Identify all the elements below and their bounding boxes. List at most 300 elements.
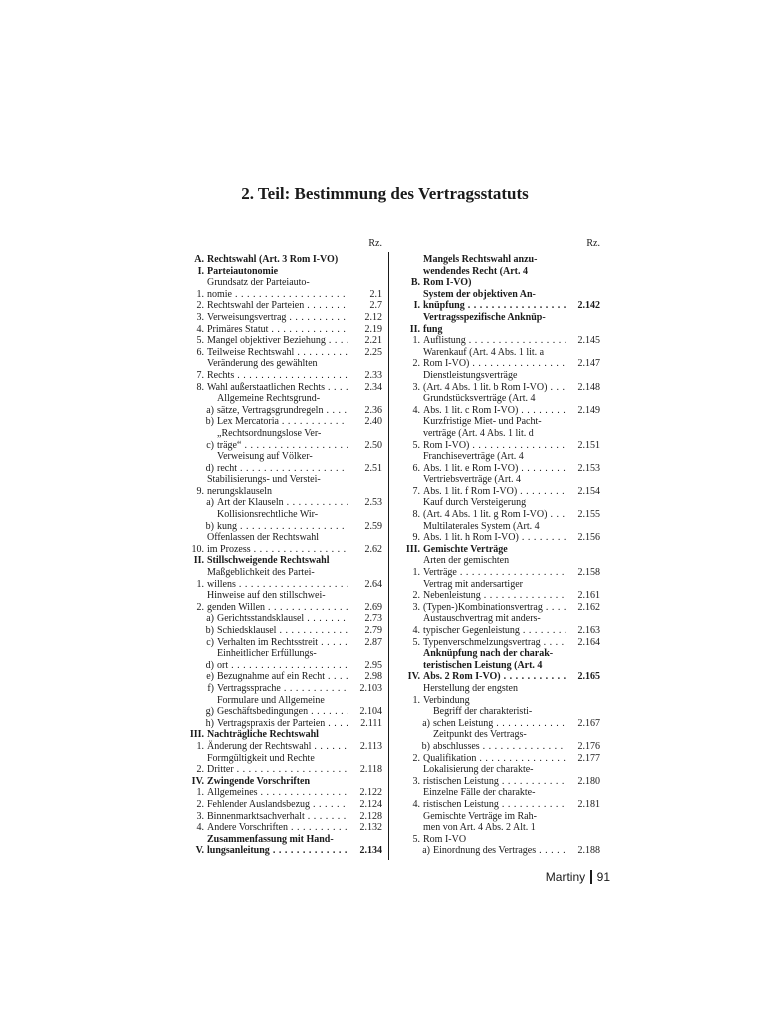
toc-entry-marker: 2. xyxy=(196,300,204,312)
toc-entry-rz: 2.118 xyxy=(359,764,382,776)
toc-entry-line-text: Geschäftsbedingungen xyxy=(217,706,309,718)
toc-entry-line-text: Kauf durch Versteigerung xyxy=(423,497,527,509)
toc-entry-line xyxy=(207,335,348,347)
toc-entry-line xyxy=(207,741,348,753)
toc-entry-rz: 2.165 xyxy=(577,671,600,683)
toc-entry xyxy=(188,324,382,336)
toc-entry-text xyxy=(433,729,566,752)
toc-entry-line xyxy=(423,382,566,394)
toc-entry-line-text: Verbindung xyxy=(423,694,470,706)
toc-entry-rz: 2.51 xyxy=(364,462,382,474)
toc-entry-line xyxy=(433,845,566,857)
toc-entry-line-text: Rechts xyxy=(207,369,235,381)
toc-entry xyxy=(188,648,382,671)
toc-entry-line-text: Warenkauf (Art. 4 Abs. 1 lit. a xyxy=(423,346,545,358)
toc-entry-rz: 2.12 xyxy=(364,311,382,323)
toc-entry-line-text: Vertragsspezifische Anknüp- xyxy=(423,311,546,323)
toc-entry-line xyxy=(207,799,348,811)
toc-entry-text xyxy=(423,497,566,520)
toc-entry-line xyxy=(207,811,348,823)
toc-entry-marker: 2. xyxy=(196,764,204,776)
toc-entry-marker: I. xyxy=(413,300,420,312)
toc-entry-marker: c) xyxy=(206,439,214,451)
toc-entry-line-text: ristischen Leistung xyxy=(423,775,499,787)
toc-entry xyxy=(404,521,600,544)
toc-entry-marker: e) xyxy=(206,671,214,683)
toc-entry-text xyxy=(217,637,348,649)
toc-entry-marker: f) xyxy=(207,682,214,694)
toc-entry-line xyxy=(207,776,348,788)
toc-entry-line-text: Formgültigkeit und Rechte xyxy=(207,752,315,764)
toc-entry-line xyxy=(217,648,348,660)
toc-entry-line-text: sätze, Vertragsgrundregeln xyxy=(217,404,324,416)
toc-entry-line-text: Typenverschmelzungsvertrag xyxy=(423,636,541,648)
toc-entry-line xyxy=(423,590,566,602)
toc-entry-line-text: Fehlender Auslandsbezug xyxy=(207,798,311,810)
toc-entry-text xyxy=(207,335,348,347)
toc-entry-line-text: Auflistung xyxy=(423,335,466,347)
toc-entry-marker: 7. xyxy=(196,369,204,381)
toc-entry-line-text: Formulare und Allgemeine xyxy=(217,694,325,706)
toc-entry xyxy=(188,393,382,416)
toc-entry xyxy=(404,544,600,556)
toc-entry xyxy=(404,416,600,451)
toc-entry xyxy=(188,799,382,811)
toc-entry-rz: 2.164 xyxy=(577,636,600,648)
column-divider xyxy=(388,252,389,860)
toc-entry-text xyxy=(217,671,348,683)
toc-entry-text xyxy=(207,811,348,823)
toc-entry-line-text: Zeitpunkt des Vertrags- xyxy=(433,729,527,741)
toc-entry-rz: 2.163 xyxy=(577,625,600,636)
toc-entry-marker: 3. xyxy=(196,311,204,323)
toc-entry-line-text: Arten der gemischten xyxy=(423,555,510,567)
toc-entry-line xyxy=(217,625,348,637)
toc-entry-line-text: Stillschweigende Rechtswahl xyxy=(207,555,330,567)
toc-entry-line xyxy=(423,834,566,846)
toc-entry-text xyxy=(207,254,348,266)
toc-entry xyxy=(188,776,382,788)
toc-entry xyxy=(404,335,600,347)
toc-entry-marker: 3. xyxy=(412,775,420,787)
toc-entry-text xyxy=(207,822,348,834)
toc-entry-line-text: Rom I-VO) xyxy=(423,277,472,289)
toc-entry-line-text: Abs. 1 lit. c Rom I-VO) xyxy=(423,404,519,416)
toc-entry-rz: 2.36 xyxy=(364,404,382,416)
toc-entry-line-text: Lokalisierung der charakte- xyxy=(423,764,534,776)
toc-entry-rz: 2.87 xyxy=(364,636,382,648)
toc-entry xyxy=(188,753,382,776)
toc-entry-rz: 2.149 xyxy=(577,404,600,416)
toc-entry-text xyxy=(217,416,348,428)
toc-entry xyxy=(188,555,382,567)
toc-entry-line xyxy=(217,660,348,672)
toc-entry-text xyxy=(207,741,348,753)
toc-entry-marker: 9. xyxy=(196,485,204,497)
toc-entry-line xyxy=(423,370,566,382)
toc-entry-rz: 2.154 xyxy=(577,485,600,497)
toc-entry-line-text: Anknüpfung nach der charak- xyxy=(423,648,554,660)
toc-entry-line xyxy=(423,254,566,266)
toc-entry-rz: 2.156 xyxy=(577,532,600,544)
toc-entry-line xyxy=(423,544,566,556)
toc-entry-marker: III. xyxy=(189,729,204,741)
toc-entry-line-text: lungsanleitung xyxy=(207,845,270,857)
toc-entry xyxy=(188,683,382,695)
toc-entry-line xyxy=(423,289,566,301)
toc-entry-marker: a) xyxy=(206,613,214,625)
toc-entry-line-text: kung xyxy=(217,520,237,532)
toc-entry-line xyxy=(423,440,566,452)
toc-entry-line xyxy=(207,764,348,776)
toc-entry-line-text: fung xyxy=(423,323,443,335)
toc-entry-marker: 1. xyxy=(196,740,204,752)
toc-entry xyxy=(404,706,600,729)
toc-entry-line-text: träge“ xyxy=(217,439,242,451)
toc-entry-line xyxy=(217,497,348,509)
toc-entry-line xyxy=(207,753,348,765)
toc-entry-text xyxy=(207,382,348,394)
toc-entry-marker: c) xyxy=(206,636,214,648)
toc-entry-text xyxy=(423,648,566,683)
toc-entry-line xyxy=(423,486,566,498)
toc-entry-line xyxy=(423,521,566,533)
toc-entry-line xyxy=(217,718,348,730)
toc-entry-line xyxy=(207,834,348,846)
toc-entry-line-text: Rechtswahl (Art. 3 Rom I-VO) xyxy=(207,254,339,265)
toc-entry-rz: 2.25 xyxy=(364,346,382,358)
toc-entry xyxy=(188,625,382,637)
toc-entry-rz: 2.148 xyxy=(577,381,600,393)
toc-entry-line-text: Austauschvertrag mit anders- xyxy=(423,613,541,625)
toc-entry-line xyxy=(217,637,348,649)
toc-entry-text xyxy=(423,370,566,393)
toc-entry-marker: 2. xyxy=(412,358,420,370)
toc-entry-line-text: Verhalten im Rechtsstreit xyxy=(217,636,319,648)
toc-entry-line xyxy=(423,358,566,370)
toc-entry-line xyxy=(207,300,348,312)
toc-entry-line-text: Rechtswahl der Parteien xyxy=(207,300,305,312)
toc-entry xyxy=(404,312,600,335)
toc-entry-rz: 2.161 xyxy=(577,590,600,602)
toc-entry-rz: 2.145 xyxy=(577,335,600,347)
toc-entry-marker: 4. xyxy=(412,798,420,810)
toc-entry-line-text: Veränderung des gewählten xyxy=(207,358,318,370)
toc-entry-line-text: Gemischte Verträge im Rah- xyxy=(423,810,537,822)
toc-entry xyxy=(188,347,382,359)
toc-entry-line-text: Verträge xyxy=(423,567,457,579)
toc-right-column xyxy=(404,238,600,857)
toc-entry-text xyxy=(207,324,348,336)
toc-entry-rz: 2.21 xyxy=(364,335,382,347)
toc-entry-line xyxy=(423,683,566,695)
toc-entry-line xyxy=(207,347,348,359)
toc-entry-text xyxy=(217,695,348,718)
toc-entry-marker: 9. xyxy=(412,532,420,544)
toc-entry-line-text: Schiedsklausel xyxy=(217,625,277,636)
toc-entry-rz: 2.40 xyxy=(364,416,382,428)
toc-entry xyxy=(188,509,382,532)
toc-entry-rz: 2.147 xyxy=(577,358,600,370)
toc-entry-line xyxy=(423,428,566,440)
toc-entry-line xyxy=(217,613,348,625)
page-title: 2. Teil: Bestimmung des Vertragsstatuts xyxy=(241,184,529,203)
toc-entry-line-text: nomie xyxy=(207,288,232,300)
toc-entry xyxy=(188,532,382,555)
toc-entry-line-text: Mangel objektiver Beziehung xyxy=(207,335,326,347)
toc-entry xyxy=(404,648,600,683)
toc-entry-text xyxy=(423,451,566,474)
toc-entry-line-text: Rom I-VO xyxy=(423,833,467,845)
toc-entry-line xyxy=(217,706,348,718)
toc-entry-marker: 4. xyxy=(196,323,204,335)
toc-entry-rz: 2.62 xyxy=(364,543,382,555)
toc-entry-marker: a) xyxy=(422,845,430,857)
toc-entry-line-text: Vertrag mit andersartiger xyxy=(423,578,523,590)
toc-entry-line-text: Dritter xyxy=(207,764,234,776)
toc-entry-line-text: Abs. 1 lit. f Rom I-VO) xyxy=(423,485,518,497)
toc-entry xyxy=(188,718,382,730)
toc-entry-rz: 2.103 xyxy=(359,682,382,694)
toc-entry-line-text: men von Art. 4 Abs. 2 Alt. 1 xyxy=(423,822,536,834)
toc-entry-line-text: Einzelne Fälle der charakte- xyxy=(423,787,536,799)
toc-entry-line xyxy=(423,671,566,683)
toc-entry-rz: 2.142 xyxy=(577,300,600,312)
toc-entry-text xyxy=(423,347,566,370)
toc-entry xyxy=(404,845,600,857)
toc-entry-line-text: Binnenmarktsachverhalt xyxy=(207,810,305,822)
toc-entry-marker: 3. xyxy=(196,810,204,822)
toc-entry xyxy=(188,312,382,324)
toc-entry-text xyxy=(217,613,348,625)
toc-entry xyxy=(188,671,382,683)
toc-entry-rz: 2.132 xyxy=(359,822,382,834)
toc-entry-text xyxy=(207,532,348,555)
toc-entry-line xyxy=(423,787,566,799)
toc-entry-rz: 2.124 xyxy=(359,798,382,810)
toc-entry-line xyxy=(217,695,348,707)
toc-entry-marker: B. xyxy=(410,277,420,289)
toc-entry-line-text: nerungsklauseln xyxy=(207,485,272,497)
toc-entry-line xyxy=(217,416,348,428)
toc-entry-text xyxy=(207,567,348,590)
toc-entry-marker: 3. xyxy=(412,381,420,393)
toc-entry-line xyxy=(423,463,566,475)
toc-entry-marker: 4. xyxy=(412,625,420,636)
toc-entry-line-text: genden Willen xyxy=(207,601,266,613)
toc-entry-marker: 2. xyxy=(196,601,204,613)
toc-entry-line xyxy=(423,451,566,463)
toc-entry-rz: 2.111 xyxy=(360,717,382,729)
toc-entry-text xyxy=(207,834,348,857)
toc-entry-rz: 2.98 xyxy=(364,671,382,683)
toc-entry-marker: d) xyxy=(205,462,214,474)
toc-entry-text xyxy=(433,845,566,857)
toc-entry-text xyxy=(423,521,566,544)
toc-entry-line xyxy=(207,845,348,857)
toc-entry-text xyxy=(207,753,348,776)
toc-entry-line xyxy=(217,440,348,452)
toc-entry xyxy=(404,787,600,810)
toc-entry-line xyxy=(433,706,566,718)
toc-entry xyxy=(188,474,382,497)
toc-entry-marker: 8. xyxy=(196,381,204,393)
toc-entry-rz: 2.79 xyxy=(364,625,382,636)
toc-entry-line-text: knüpfung xyxy=(423,300,465,312)
toc-entry-line-text: Vertragspraxis der Parteien xyxy=(217,717,326,729)
toc-entry xyxy=(188,567,382,590)
toc-entry-line xyxy=(207,382,348,394)
toc-entry xyxy=(188,266,382,278)
toc-entry-marker: II. xyxy=(193,555,204,567)
toc-entry-line-text: Bezugnahme auf ein Recht xyxy=(217,671,326,683)
toc-entry xyxy=(188,741,382,753)
toc-entry-line xyxy=(207,370,348,382)
toc-entry-text xyxy=(423,474,566,497)
toc-entry-line-text: Parteiautonomie xyxy=(207,265,279,277)
toc-entry-line-text: Einheitlicher Erfüllungs- xyxy=(217,648,317,660)
toc-entry-line-text: recht xyxy=(217,462,237,474)
toc-entry-rz: 2.95 xyxy=(364,659,382,671)
toc-entry-marker: III. xyxy=(405,543,420,555)
toc-entry-line xyxy=(207,254,348,266)
toc-entry-marker: 1. xyxy=(196,288,204,300)
toc-entry-line-text: Allgemeines xyxy=(207,787,258,799)
toc-entry-line-text: Maßgeblichkeit des Partei- xyxy=(207,567,315,579)
toc-entry-text xyxy=(423,544,566,556)
toc-entry xyxy=(188,416,382,428)
toc-entry-line xyxy=(207,266,348,278)
footer-author: Martiny xyxy=(545,870,586,884)
toc-entry-line xyxy=(433,741,566,753)
toc-entry xyxy=(188,637,382,649)
toc-entry-line-text: (Art. 4 Abs. 1 lit. b Rom I-VO) xyxy=(423,381,548,393)
toc-entry-marker: 5. xyxy=(412,439,420,451)
toc-entry xyxy=(188,811,382,823)
toc-entry xyxy=(188,335,382,347)
toc-entry xyxy=(188,787,382,799)
toc-entry xyxy=(188,428,382,451)
toc-entry-line xyxy=(217,521,348,533)
toc-entry-line-text: Mangels Rechtswahl anzu- xyxy=(423,254,538,265)
toc-entry-line xyxy=(423,312,566,324)
toc-entry-marker: 5. xyxy=(196,335,204,347)
toc-entry-line-text: Art der Klauseln xyxy=(217,497,284,509)
toc-entry xyxy=(404,764,600,787)
toc-entry-line-text: Rom I-VO) xyxy=(423,358,470,370)
toc-entry-rz: 2.33 xyxy=(364,369,382,381)
toc-entry-text xyxy=(207,300,348,312)
toc-entry-marker: A. xyxy=(194,254,204,265)
toc-entry xyxy=(188,613,382,625)
toc-entry-text xyxy=(423,335,566,347)
toc-entry-marker: I. xyxy=(197,265,204,277)
toc-entry-rz: 2.180 xyxy=(577,775,600,787)
toc-entry-text xyxy=(217,683,348,695)
toc-entry-line-text: Nebenleistung xyxy=(423,590,481,602)
toc-entry xyxy=(404,289,600,312)
toc-entry-line xyxy=(433,718,566,730)
toc-entry-marker: 3. xyxy=(412,601,420,613)
toc-entry-rz: 2.162 xyxy=(577,601,600,613)
toc-entry-line xyxy=(423,799,566,811)
toc-entry xyxy=(188,358,382,381)
toc-entry-text xyxy=(423,683,566,706)
toc-entry xyxy=(404,497,600,520)
toc-entry-line-text: Rom I-VO) xyxy=(423,439,470,451)
toc-entry xyxy=(404,811,600,846)
toc-entry-marker: 10. xyxy=(191,543,204,555)
toc-left-column xyxy=(188,238,382,857)
toc-entry-marker: V. xyxy=(195,845,204,857)
toc-entry-text xyxy=(207,590,348,613)
toc-entry xyxy=(404,393,600,416)
toc-entry-rz: 2.59 xyxy=(364,520,382,532)
toc-entry xyxy=(404,637,600,649)
toc-entry-text xyxy=(433,706,566,729)
toc-entry-line-text: typischer Gegenleistung xyxy=(423,625,520,636)
toc-entry-line xyxy=(423,324,566,336)
toc-entry-marker: 5. xyxy=(412,636,420,648)
toc-entry-line-text: Dienstleistungsverträge xyxy=(423,369,518,381)
toc-entry-marker: b) xyxy=(205,416,214,428)
toc-entry-line xyxy=(423,613,566,625)
toc-entry-line-text: schen Leistung xyxy=(433,717,494,729)
toc-entry-marker: 2. xyxy=(412,590,420,602)
toc-entry-line-text: Qualifikation xyxy=(423,752,477,764)
toc-entry-line xyxy=(207,590,348,602)
toc-entry-line xyxy=(207,486,348,498)
toc-entry-line xyxy=(207,544,348,556)
toc-entry-marker: 8. xyxy=(412,509,420,521)
toc-entry-line-text: Stabilisierungs- und Verstei- xyxy=(207,474,321,486)
toc-entry xyxy=(404,753,600,765)
toc-entry-marker: 1. xyxy=(196,787,204,799)
toc-entry-rz: 2.50 xyxy=(364,439,382,451)
toc-entry xyxy=(404,370,600,393)
toc-entry-text xyxy=(423,787,566,810)
toc-entry-text xyxy=(207,799,348,811)
toc-entry-marker: b) xyxy=(205,625,214,636)
toc-entry-line-text: Abs. 1 lit. e Rom I-VO) xyxy=(423,462,519,474)
toc-entry-text xyxy=(217,497,348,509)
toc-entry-line xyxy=(423,695,566,707)
toc-entry-rz: 2.158 xyxy=(577,567,600,579)
toc-entry-line xyxy=(423,335,566,347)
toc-entry xyxy=(188,729,382,741)
toc-entry-line-text: Primäres Statut xyxy=(207,323,269,335)
toc-entry-line xyxy=(217,428,348,440)
toc-entry-text xyxy=(423,416,566,451)
toc-entry-line-text: verträge (Art. 4 Abs. 1 lit. d xyxy=(423,427,534,439)
toc-entry-rz: 2.69 xyxy=(364,601,382,613)
toc-entry-text xyxy=(423,764,566,787)
toc-entry-line xyxy=(207,555,348,567)
toc-entry-line xyxy=(207,602,348,614)
toc-entry xyxy=(404,451,600,474)
toc-entry-line-text: ristischen Leistung xyxy=(423,798,499,810)
toc-entry-line xyxy=(423,532,566,544)
toc-entry-line xyxy=(207,729,348,741)
toc-entry-marker: IV. xyxy=(191,775,204,787)
toc-entry-rz: 2.53 xyxy=(364,497,382,509)
toc-entry-line xyxy=(207,787,348,799)
toc-entry-line-text: Nachträgliche Rechtswahl xyxy=(207,729,319,741)
toc-entry-line xyxy=(207,277,348,289)
toc-entry-text xyxy=(423,254,566,289)
toc-entry xyxy=(188,254,382,266)
toc-entry-marker: d) xyxy=(205,659,214,671)
